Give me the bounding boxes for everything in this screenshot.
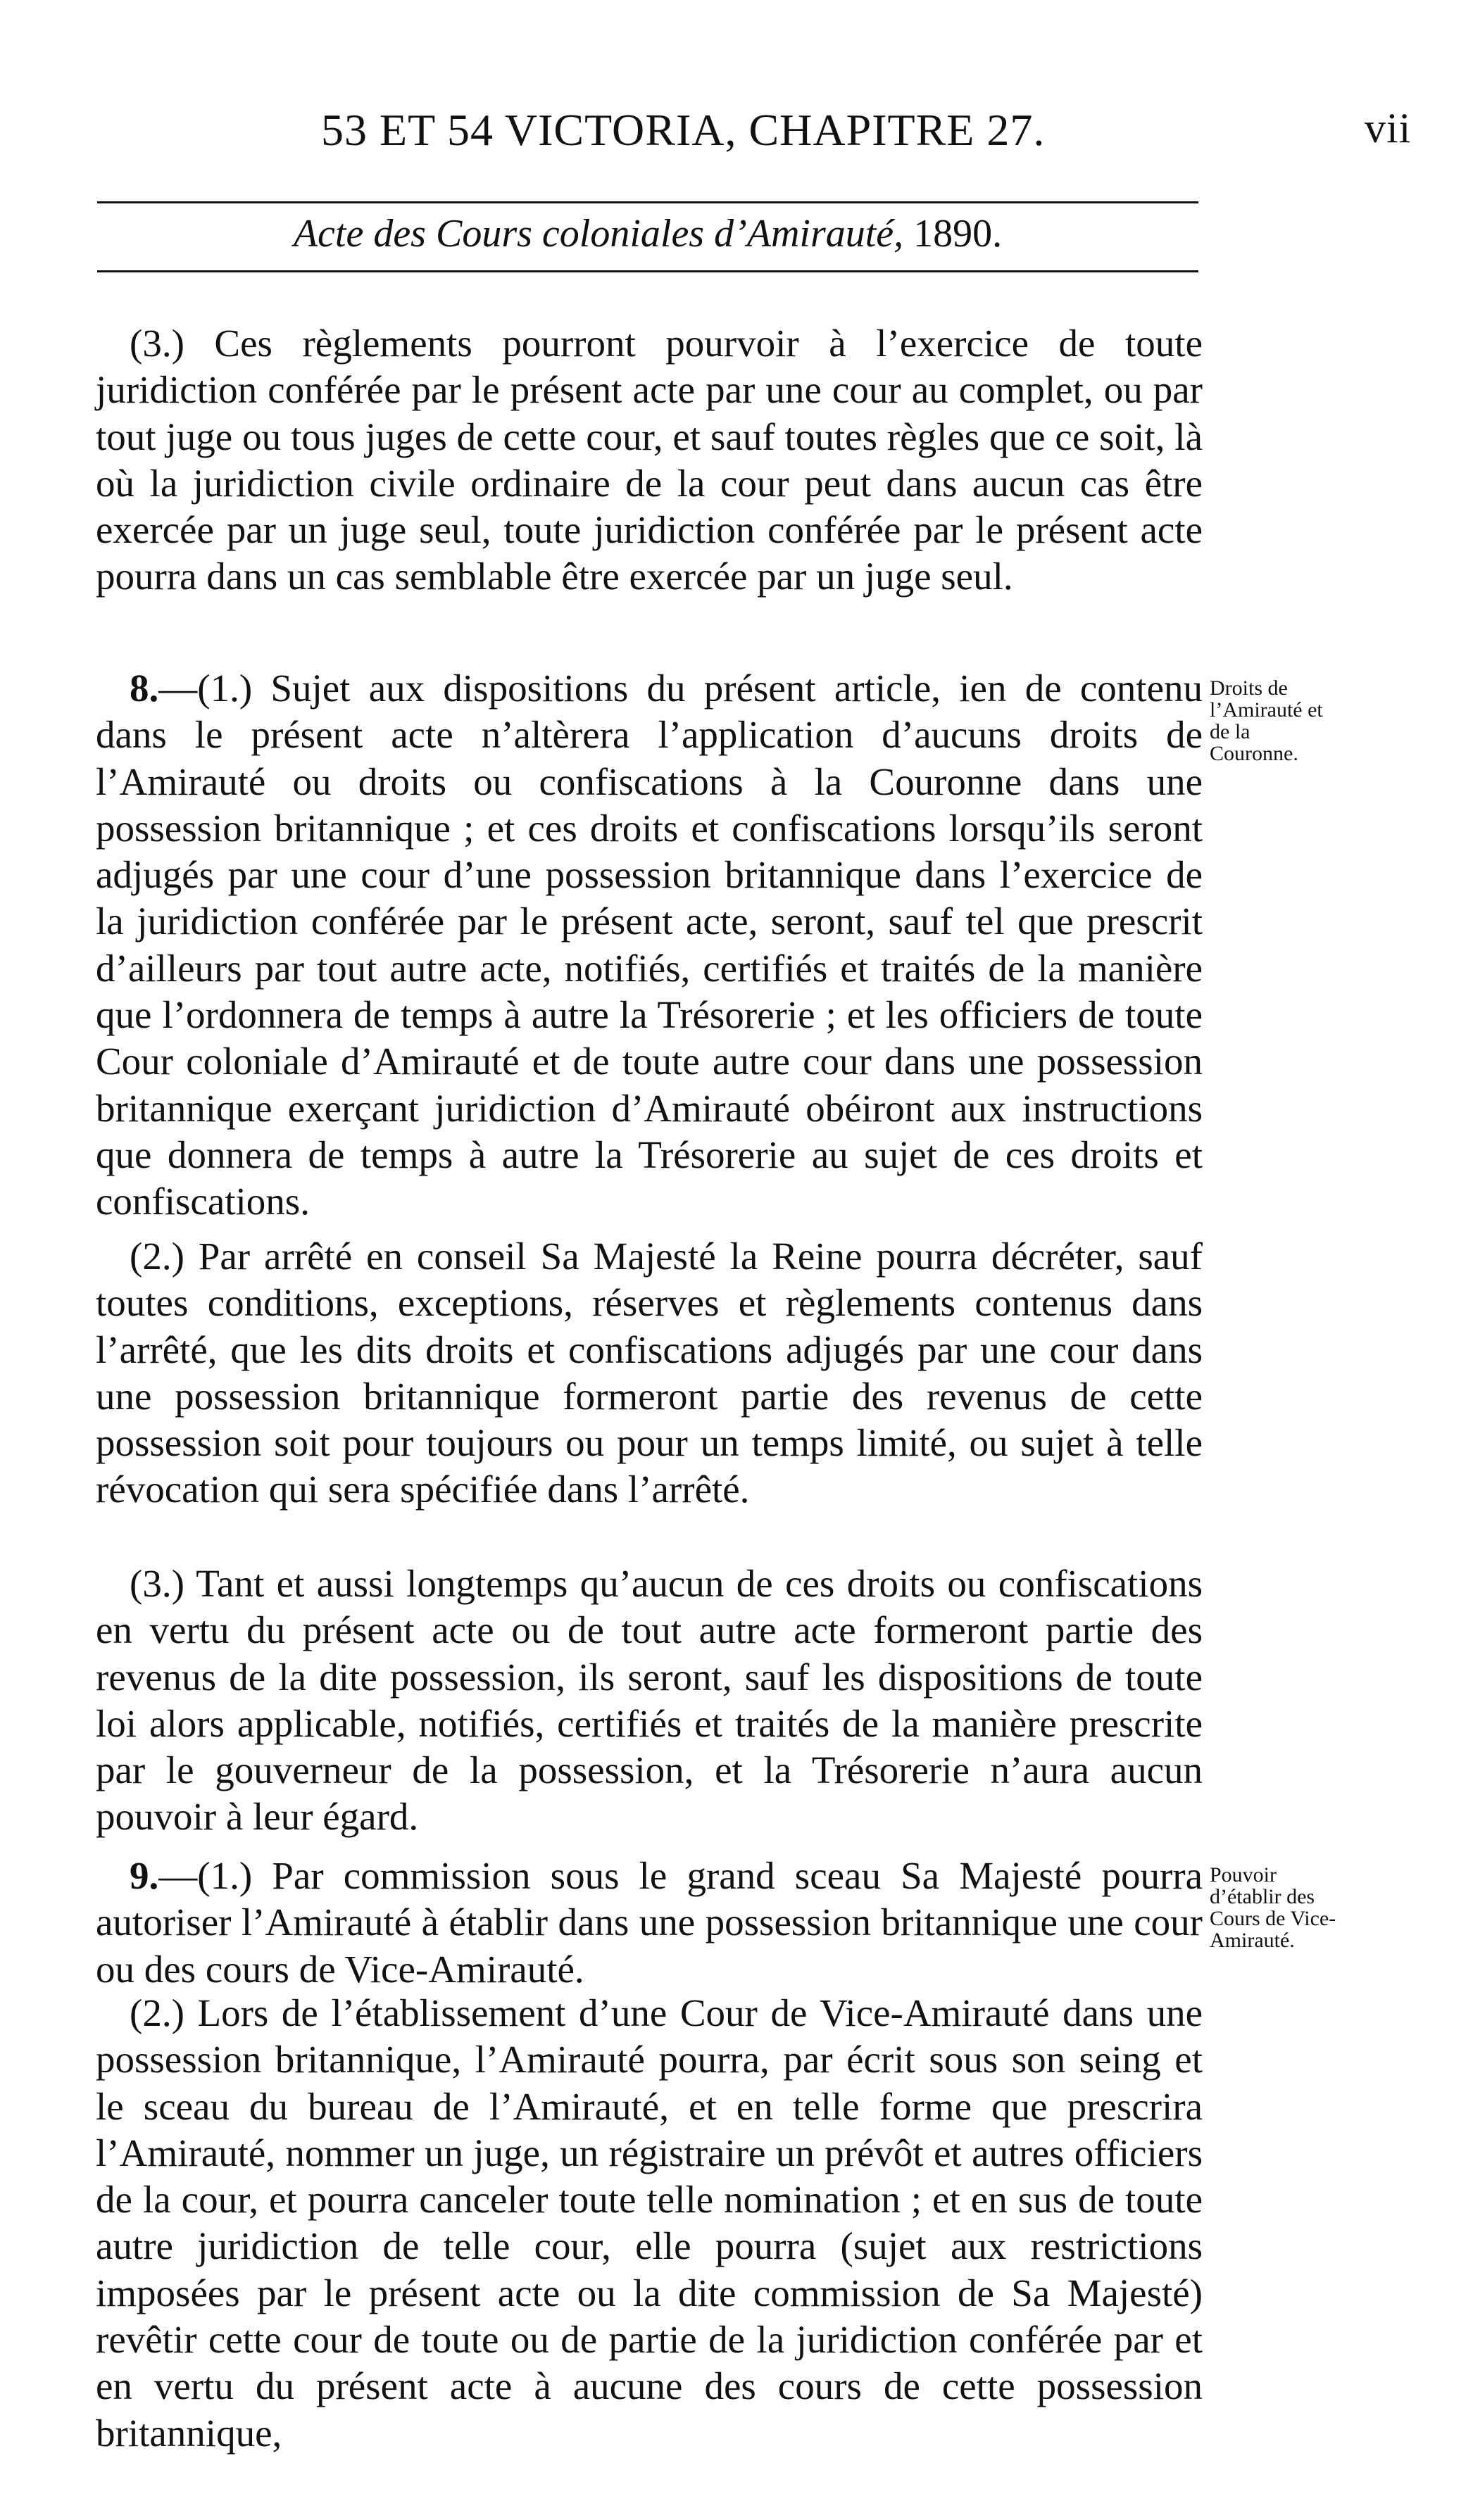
bottom-rule xyxy=(97,270,1198,272)
paragraph-7-3 xyxy=(96,320,1203,600)
paragraph-text: (2.) Lors de l’établissement d’une Cour de Vice-Amirauté dans une possession britannique, l’Amirauté pourra, par écrit sous son seing et le sceau du bureau de l’Amirauté, et en telle forme que prescrira l’Amirauté, nommer un juge, un régistraire un prévôt et autres officiers de la cour, et pourra canceler toute telle nomination ; et en sus de toute autre juridiction de telle cour, elle pourra (sujet aux restrictions imposées par le présent acte ou la dite commission de Sa Majesté) revêtir cette cour de toute ou de partie de la juridiction conférée par et en vertu du présent acte à aucune des cours de cette possession britannique, xyxy=(96,1991,1203,2455)
paragraph-text: (3.) Ces règlements pourront pourvoir à l’exercice de toute juridiction conférée par le présent acte par une cour au complet, ou par tout juge ou tous juges de cette cour, et sauf toutes règles que ce soit, là où la juridiction civile ordinaire de la cour peut dans aucun cas être exercée par un juge seul, toute juridiction conférée par le présent acte pourra dans un cas semblable être exercée par un juge seul. xyxy=(96,322,1203,598)
top-rule xyxy=(97,201,1198,203)
running-header: 53 ET 54 VICTORIA, CHAPITRE 27. xyxy=(321,105,1046,155)
section-9-subsection-1 xyxy=(96,1853,1203,1993)
section-8-subsection-3 xyxy=(96,1561,1203,1841)
margin-note-pouvoir: Pouvoir d’établir des Cours de Vice-Amirauté. xyxy=(1210,1863,1336,1952)
section-8-subsection-1 xyxy=(96,665,1203,1226)
section-text: —(1.) Sujet aux dispositions du présent article, ien de contenu dans le présent acte n’altèrera l’application d’aucuns droits de l’Amirauté ou droits ou confiscations à la Couronne dans une possession britannique ; et ces droits et confiscations lorsqu’ils seront adjugés par une cour d’une possession britannique dans l’exercice de la juridiction conférée par le présent acte, seront, sauf tel que prescrit d’ailleurs par tout autre acte, notifiés, certifiés et traités de la manière que l’ordonnera de temps à autre la Trésorerie ; et les officiers de toute Cour coloniale d’Amirauté et de toute autre cour dans une possession britannique exerçant juridiction d’Amirauté obéiront aux instructions que donnera de temps à autre la Trésorerie au sujet de ces droits et confiscations. xyxy=(96,667,1203,1223)
section-number: 8. xyxy=(130,667,159,710)
page-number: vii xyxy=(1365,105,1412,151)
paragraph-text: (3.) Tant et aussi longtemps qu’aucun de ces droits ou confiscations en vertu du présent acte ou de tout autre acte formeront partie des revenus de la dite possession, ils seront, sauf les dispositions de toute loi alors applicable, notifiés, certifiés et traités de la manière prescrite par le gouverneur de la possession, et la Trésorerie n’aura aucun pouvoir à leur égard. xyxy=(96,1562,1203,1839)
paragraph-text: (2.) Par arrêté en conseil Sa Majesté la Reine pourra décréter, sauf toutes conditions, exceptions, réserves et règlements contenus dans l’arrêté, que les dits droits et confiscations adjugés par une cour dans une possession britannique formeront partie des revenus de cette possession soit pour toujours ou pour un temps limité, ou sujet à telle révocation qui sera spécifiée dans l’arrêté. xyxy=(96,1235,1203,1511)
paragraph-text xyxy=(96,665,1203,1226)
act-subtitle xyxy=(97,211,1198,256)
margin-note-droits: Droits de l’Amirauté et de la Couronne. xyxy=(1210,676,1323,765)
paragraph-text xyxy=(96,1853,1203,1993)
act-title-text: Acte des Cours coloniales d’Amirauté, xyxy=(293,212,904,256)
section-8-subsection-2 xyxy=(96,1233,1203,1513)
section-number: 9. xyxy=(130,1854,159,1897)
section-text: —(1.) Par commission sous le grand sceau Sa Majesté pourra autoriser l’Amirauté à établir dans une possession britannique une cour ou des cours de Vice-Amirauté. xyxy=(96,1854,1203,1991)
act-year: 1890. xyxy=(913,212,1003,256)
section-9-subsection-2 xyxy=(96,1990,1203,2457)
